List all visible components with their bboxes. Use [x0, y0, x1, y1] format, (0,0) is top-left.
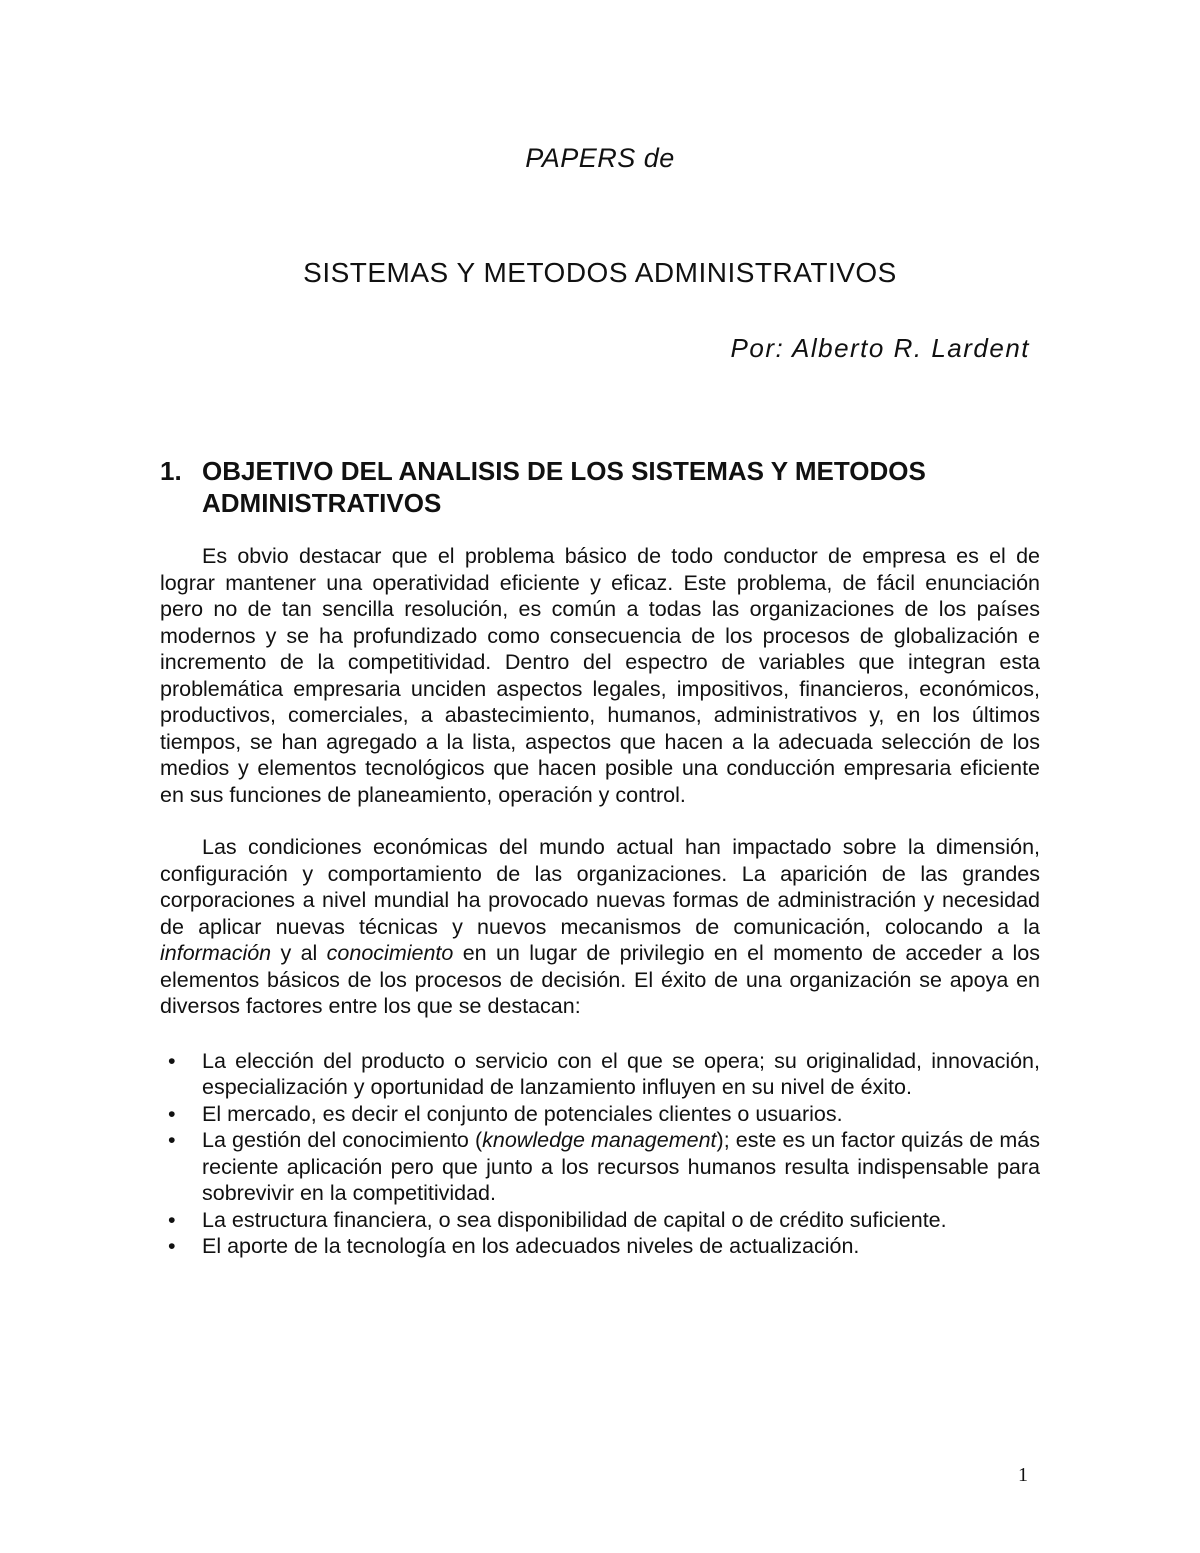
- document-title: SISTEMAS Y METODOS ADMINISTRATIVOS: [303, 257, 897, 288]
- success-factors-list: [160, 1048, 1040, 1260]
- list-item-text-part: La gestión del conocimiento (: [202, 1128, 483, 1152]
- list-item: [160, 1127, 1040, 1207]
- list-item: [160, 1101, 1040, 1128]
- papers-heading: PAPERS de: [525, 143, 675, 173]
- list-item-text: El mercado, es decir el conjunto de potenciales clientes o usuarios.: [202, 1101, 843, 1126]
- paragraph-2-text: en un lugar de privilegio en el momento de acceder a los elementos básicos de los procesos de decisión. El éxito de una organización se apoya en diversos factores entre los que se destacan:: [160, 941, 1041, 1018]
- list-item-text: La estructura financiera, o sea disponibilidad de capital o de crédito suficiente.: [202, 1207, 947, 1232]
- bullet-icon: •: [168, 1048, 176, 1073]
- section-number: 1.: [160, 456, 182, 486]
- bullet-icon: •: [168, 1128, 176, 1152]
- list-item-text: [202, 1127, 1040, 1207]
- bullet-icon: •: [168, 1234, 176, 1258]
- emphasis-conocimiento: conocimiento: [326, 941, 454, 965]
- emphasis-informacion: información: [160, 941, 272, 965]
- section-heading-text: OBJETIVO DEL ANALISIS DE LOS SISTEMAS Y METODOS ADMINISTRATIVOS: [202, 456, 926, 518]
- list-item: [160, 1233, 1040, 1260]
- list-item: [160, 1048, 1040, 1101]
- emphasis-knowledge-management: knowledge management: [482, 1128, 717, 1152]
- bullet-icon: •: [168, 1207, 176, 1232]
- list-item-text: La elección del producto o servicio con el que se opera; su originalidad, innovación, especialización y oportunidad de lanzamiento influyen en su nivel de éxito.: [202, 1048, 1040, 1099]
- paragraph-2: [160, 834, 1040, 1020]
- author-byline: Por: Alberto R. Lardent: [730, 333, 1030, 363]
- page-number: 1: [1018, 1464, 1028, 1486]
- bullet-icon: •: [168, 1101, 176, 1126]
- paragraph-2-text: Las condiciones económicas del mundo actual han impactado sobre la dimensión, configuración y comportamiento de las organizaciones. La aparición de las grandes corporaciones a nivel mundial ha provocado nuevas formas de administración y necesidad de aplicar nuevas técnicas y nuevos mecanismos de comunicación, colocando a la: [160, 835, 1040, 939]
- paragraph-1: Es obvio destacar que el problema básico de todo conductor de empresa es el de lograr mantener una operatividad eficiente y eficaz. Este problema, de fácil enunciación pero no de tan sencilla resolución, es común a todas las organizaciones de los países modernos y se ha profundizado como consecuencia de los procesos de globalización e incremento de la competitividad. Dentro del espectro de variables que integran esta problemática empresaria unciden aspectos legales, impositivos, financieros, económicos, productivos, comerciales, a abastecimiento, humanos, administrativos y, en los últimos tiempos, se han agregado a la lista, aspectos que hacen a la adecuada selección de los medios y elementos tecnológicos que hacen posible una conducción empresaria eficiente en sus funciones de planeamiento, operación y control.: [160, 544, 1040, 807]
- list-item-text: El aporte de la tecnología en los adecuados niveles de actualización.: [202, 1234, 860, 1258]
- paragraph-2-text: y al: [271, 941, 327, 965]
- section-heading: [160, 455, 1040, 519]
- list-item-text-part: ); este es un factor quizás de más reciente aplicación pero que junto a los recursos humanos resulta indispensable para sobrevivir en la competitividad.: [202, 1128, 1040, 1205]
- list-item: [160, 1207, 1040, 1234]
- section-1: [160, 455, 1040, 1260]
